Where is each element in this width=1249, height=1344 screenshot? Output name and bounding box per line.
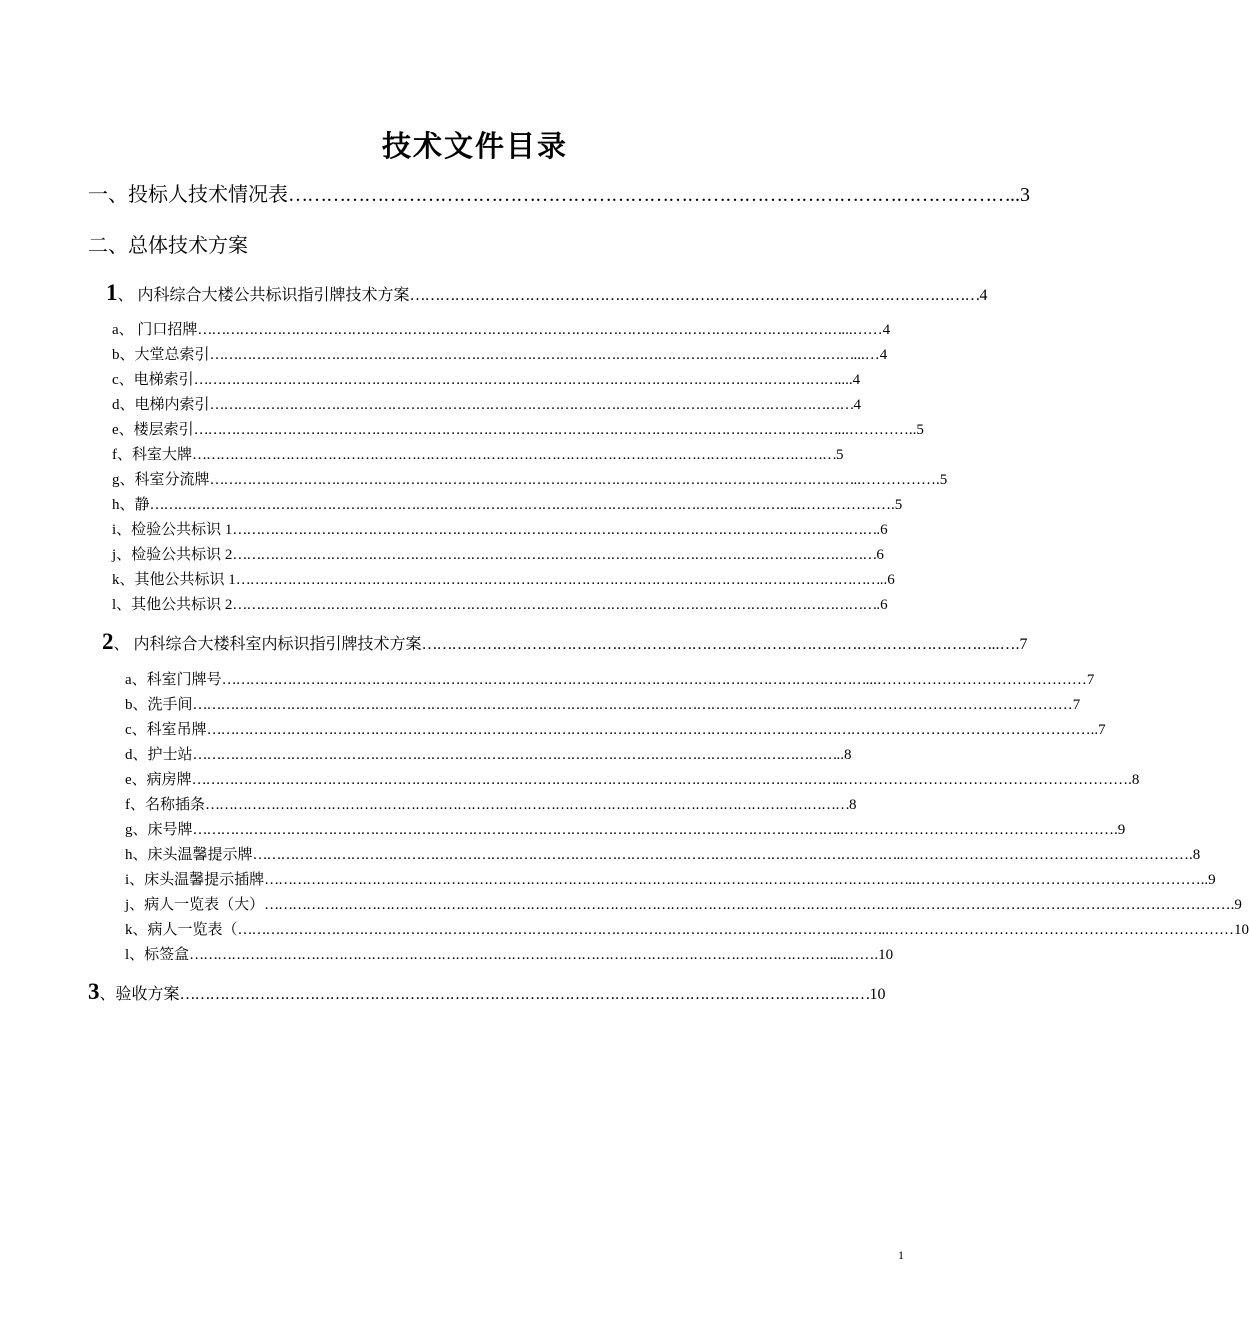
- dot-leader: …………………………………………………………………………………………………………………………: [205, 797, 849, 813]
- toc-item-label: k、其他公共标识 1: [112, 572, 236, 588]
- toc-item-page: ....4: [837, 372, 861, 388]
- dot-leader: …………………………………………………………………………………………………………………………: [179, 986, 870, 1003]
- dot-leader: …………………………………………………………………………………………………………………………: [264, 897, 909, 913]
- toc-item-label: a、 门口招牌: [112, 322, 198, 338]
- toc-entry-label: 1、 内科综合大楼公共标识指引牌技术方案: [106, 280, 410, 305]
- toc-item-2-1-b[interactable]: [112, 343, 888, 364]
- toc-entry-page: ..….7: [991, 636, 1028, 653]
- dot-leader: …………………………………………………………………………………………………………………………: [192, 697, 837, 713]
- dot-leader: …………………………………………………………………………………………………………………………: [252, 847, 897, 863]
- toc-item-label: j、检验公共标识 2: [112, 547, 233, 563]
- toc-item-2-2-e[interactable]: [125, 768, 1140, 789]
- dot-leader: …………………………………………………………………………………………………………………………: [191, 772, 836, 788]
- toc-item-label: c、科室吊牌: [125, 722, 207, 738]
- toc-item-2-2-g[interactable]: [125, 818, 1126, 839]
- toc-item-label: i、床头温馨提示插牌: [125, 872, 265, 888]
- dot-leader: …………………………………………………………………………………………………………………………: [189, 947, 834, 963]
- toc-item-page: 8: [849, 797, 857, 813]
- toc-item-2-2-k[interactable]: [125, 918, 1249, 939]
- toc-item-label: i、检验公共标识 1: [112, 522, 233, 538]
- toc-item-label: f、科室大牌: [112, 447, 192, 463]
- toc-item-page: ..………………………………………………….8: [896, 847, 1201, 863]
- toc-item-page: ...…………..5: [837, 422, 924, 438]
- toc-item-page: ..…………….5: [853, 472, 948, 488]
- toc-item-label: g、床号牌: [125, 822, 193, 838]
- toc-item-label: e、病房牌: [125, 772, 192, 788]
- toc-item-2-2-h[interactable]: [125, 843, 1201, 864]
- toc-item-label: l、其他公共标识 2: [112, 597, 233, 613]
- toc-item-page: ..…………………………………………………..9: [908, 872, 1216, 888]
- toc-item-page: 5: [836, 447, 844, 463]
- toc-entry-2-1[interactable]: [106, 280, 988, 306]
- toc-entry-label: 一、投标人技术情况表: [88, 184, 288, 206]
- toc-item-page: ...…4: [853, 347, 888, 363]
- toc-item-page: ...……4: [841, 322, 891, 338]
- toc-item-2-2-j[interactable]: [125, 893, 1242, 914]
- toc-item-page: ...…….10: [833, 947, 894, 963]
- dot-leader: …………………………………………………………………………………………………………………………: [209, 347, 854, 363]
- toc-item-label: a、科室门牌号: [125, 672, 222, 688]
- dot-leader: …………………………………………………………………………………………………………………………: [235, 572, 880, 588]
- dot-leader: …………………………………………………………………………………………………………………………: [209, 397, 854, 413]
- dot-leader: …………………………………………………………………………………………………………………………: [264, 872, 909, 888]
- toc-item-label: f、名称插条: [125, 797, 205, 813]
- toc-item-2-2-a[interactable]: [125, 668, 1095, 689]
- toc-entry-label: 3、验收方案: [88, 979, 180, 1004]
- toc-item-2-2-b[interactable]: [125, 693, 1081, 714]
- toc-entry-section-2[interactable]: [88, 229, 248, 258]
- toc-item-page: 4: [853, 397, 862, 413]
- page-number: 1: [898, 1248, 904, 1262]
- toc-item-2-1-l[interactable]: [112, 593, 888, 614]
- dot-leader: …………………………………………………………………………………………………………………………: [209, 472, 854, 488]
- toc-item-page: ..8: [836, 747, 852, 763]
- toc-item-label: g、科室分流牌: [112, 472, 210, 488]
- dot-leader: …………………………………………………………………………………………………………………………: [237, 922, 882, 938]
- dot-leader: ……………………………………………………………………………………………………: [421, 636, 992, 653]
- toc-item-label: l、标签盒: [125, 947, 190, 963]
- toc-item-label: d、护士站: [125, 747, 193, 763]
- toc-item-page: ..6: [879, 572, 895, 588]
- toc-item-page: .6: [876, 522, 888, 538]
- toc-item-label: k、病人一览表（: [125, 922, 238, 938]
- dot-leader: …………………………………………………………………………………………………………………………: [232, 547, 877, 563]
- dot-leader: …………………………………………………………………………………………………………………………: [232, 597, 877, 613]
- toc-item-2-1-j[interactable]: [112, 543, 884, 564]
- toc-item-2-1-h[interactable]: [112, 493, 903, 514]
- toc-item-2-2-f[interactable]: [125, 793, 857, 814]
- toc-item-2-2-c[interactable]: [125, 718, 1106, 739]
- dot-leader: ……………………………………………………………………………………………………: [288, 184, 1010, 206]
- toc-item-page: .6: [876, 597, 888, 613]
- toc-item-2-1-a[interactable]: [112, 318, 891, 339]
- toc-item-page: ..……………………………………………………………10: [881, 922, 1249, 938]
- toc-item-label: b、大堂总索引: [112, 347, 210, 363]
- toc-item-page: 6: [876, 547, 884, 563]
- dot-leader: ……………………………………………………………………………………………………: [409, 287, 980, 304]
- document-title: 技术文件目录: [381, 129, 568, 163]
- toc-item-page: ..………………………………………………….8: [835, 772, 1140, 788]
- dot-leader: …………………………………………………………………………………………………………………………: [193, 372, 838, 388]
- toc-item-2-1-k[interactable]: [112, 568, 895, 589]
- toc-entry-label: 2、 内科综合大楼科室内标识指引牌技术方案: [102, 629, 422, 654]
- toc-item-label: j、病人一览表（大）: [125, 897, 265, 913]
- toc-item-2-2-i[interactable]: [125, 868, 1216, 889]
- toc-entry-page: 4: [979, 287, 988, 304]
- toc-item-2-1-i[interactable]: [112, 518, 888, 539]
- toc-item-2-1-d[interactable]: [112, 393, 862, 414]
- dot-leader: …………………………………………………………………………………………………………………………: [197, 322, 842, 338]
- toc-item-page: ...………………………………………7: [836, 697, 1081, 713]
- toc-item-page: ...……………………………………7: [865, 672, 1095, 688]
- toc-entry-section-1[interactable]: [88, 178, 1030, 207]
- toc-item-page: ..……………………………………………………….9: [908, 897, 1242, 913]
- dot-leader: …………………………………………………………………………………………………………………………: [149, 497, 794, 513]
- toc-entry-page: 10: [869, 986, 886, 1003]
- toc-item-page: ..……………….5: [793, 497, 903, 513]
- toc-item-page: ..……………………………………………….9: [836, 822, 1126, 838]
- toc-entry-section-3[interactable]: [88, 979, 886, 1005]
- dot-leader: …………………………………………………………………………………………………………………………: [192, 747, 837, 763]
- toc-item-2-1-f[interactable]: [112, 443, 844, 464]
- toc-item-2-1-g[interactable]: [112, 468, 948, 489]
- toc-item-label: h、床头温馨提示牌: [125, 847, 253, 863]
- toc-item-2-2-d[interactable]: [125, 743, 852, 764]
- dot-leader: …………………………………………………………………………………………………………………………: [192, 822, 837, 838]
- toc-item-label: d、电梯内索引: [112, 397, 210, 413]
- toc-item-label: b、洗手间: [125, 697, 193, 713]
- dot-leader: …………………………………………………………………………………………………………………………: [193, 422, 838, 438]
- toc-item-2-1-e[interactable]: [112, 418, 924, 439]
- dot-leader: …………………………………………………………………………………………………………………………: [192, 447, 836, 463]
- toc-entry-label: 二、总体技术方案: [88, 235, 248, 257]
- toc-item-label: e、楼层索引: [112, 422, 194, 438]
- toc-item-2-2-l[interactable]: [125, 943, 894, 964]
- dot-leader: …………………………………………………………………………………………………………………………: [232, 522, 877, 538]
- toc-entry-2-2[interactable]: [102, 629, 1028, 655]
- dot-leader: …………………………………………………………………………………………………………………………: [206, 722, 851, 738]
- dot-leader: …………………………………………………………………………………………………………………………: [221, 672, 866, 688]
- toc-item-page: …………………………………………..7: [850, 722, 1106, 738]
- toc-entry-page: ..3: [1010, 184, 1030, 206]
- toc-item-2-1-c[interactable]: [112, 368, 861, 389]
- toc-item-label: h、静: [112, 497, 150, 513]
- toc-item-label: c、电梯索引: [112, 372, 194, 388]
